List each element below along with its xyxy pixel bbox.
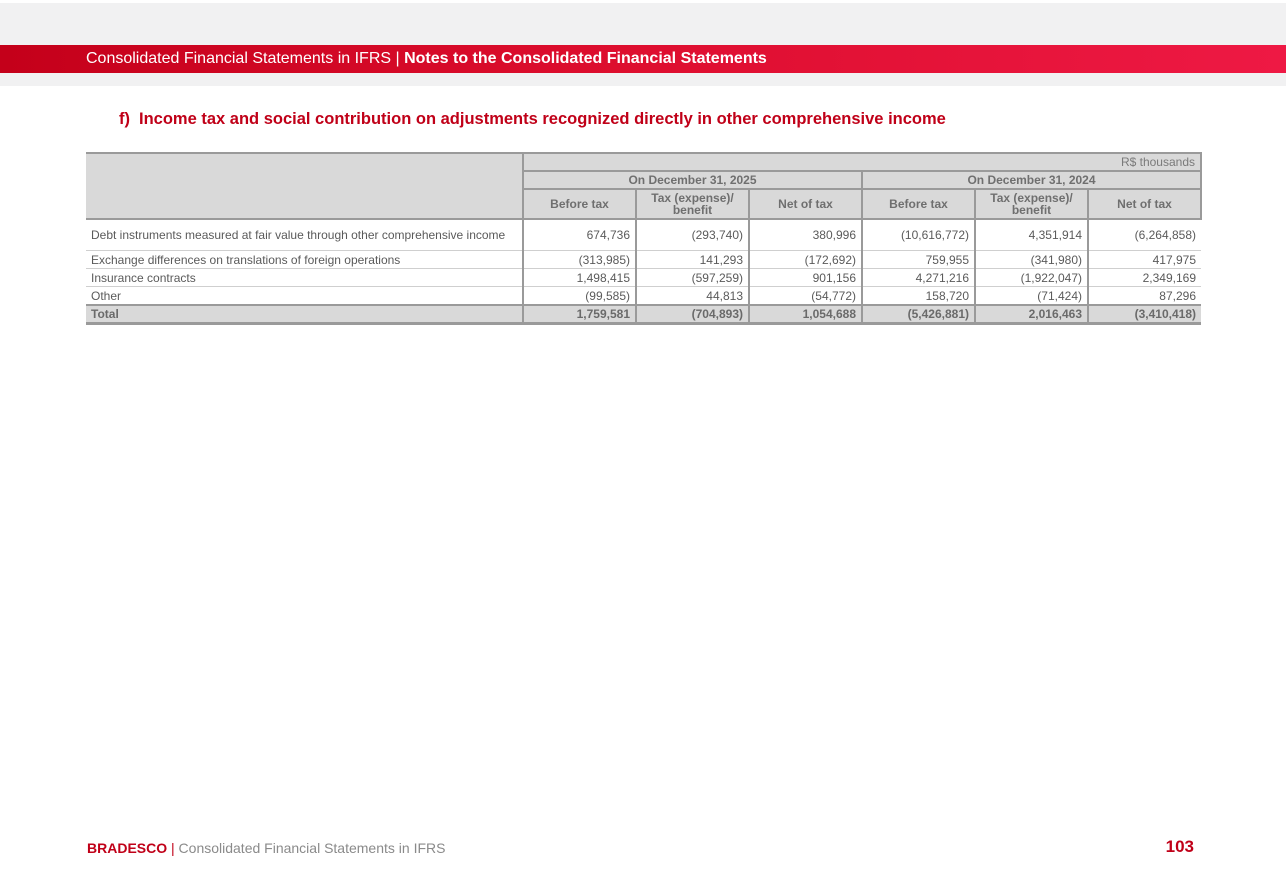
cell-value: 4,351,914: [975, 219, 1088, 251]
column-header: Net of tax: [1088, 189, 1201, 219]
unit-label: R$ thousands: [523, 153, 1201, 171]
total-value: (3,410,418): [1088, 305, 1201, 324]
table-row: [86, 251, 1201, 269]
cell-value: 417,975: [1088, 251, 1201, 269]
total-value: (5,426,881): [862, 305, 975, 324]
cell-value: 2,349,169: [1088, 269, 1201, 287]
section-title: [119, 110, 946, 129]
cell-value: (313,985): [523, 251, 636, 269]
cell-value: (597,259): [636, 269, 749, 287]
column-header: Before tax: [862, 189, 975, 219]
total-value: 2,016,463: [975, 305, 1088, 324]
footer-text: Consolidated Financial Statements in IFRS: [178, 840, 446, 856]
cell-value: 1,498,415: [523, 269, 636, 287]
total-label: Total: [86, 305, 523, 324]
total-value: 1,054,688: [749, 305, 862, 324]
row-label: Exchange differences on translations of foreign operations: [86, 251, 523, 269]
period-header-2025: On December 31, 2025: [523, 171, 862, 189]
cell-value: (10,616,772): [862, 219, 975, 251]
cell-value: 141,293: [636, 251, 749, 269]
total-row: [86, 305, 1201, 324]
table-row: [86, 269, 1201, 287]
row-label: Insurance contracts: [86, 269, 523, 287]
footer: [87, 840, 445, 856]
cell-value: 44,813: [636, 287, 749, 306]
cell-value: (71,424): [975, 287, 1088, 306]
column-header: Net of tax: [749, 189, 862, 219]
cell-value: (54,772): [749, 287, 862, 306]
footer-separator: |: [167, 840, 179, 856]
cell-value: 4,271,216: [862, 269, 975, 287]
total-value: 1,759,581: [523, 305, 636, 324]
cell-value: 901,156: [749, 269, 862, 287]
section-title-text: Income tax and social contribution on adjustments recognized directly in other comprehensive income: [139, 110, 946, 128]
column-header: Tax (expense)/ benefit: [975, 189, 1088, 219]
cell-value: 87,296: [1088, 287, 1201, 306]
total-value: (704,893): [636, 305, 749, 324]
cell-value: 158,720: [862, 287, 975, 306]
row-label: Debt instruments measured at fair value through other comprehensive income: [86, 219, 523, 251]
column-header: Before tax: [523, 189, 636, 219]
section-letter: f): [119, 110, 130, 128]
cell-value: (341,980): [975, 251, 1088, 269]
row-label: Other: [86, 287, 523, 306]
table-row: [86, 287, 1201, 306]
cell-value: (6,264,858): [1088, 219, 1201, 251]
cell-value: (172,692): [749, 251, 862, 269]
cell-value: 380,996: [749, 219, 862, 251]
table-corner: [86, 153, 523, 219]
table-row: [86, 219, 1201, 251]
period-header-2024: On December 31, 2024: [862, 171, 1201, 189]
income-tax-oci-table: [86, 152, 1202, 325]
cell-value: (99,585): [523, 287, 636, 306]
cell-value: 674,736: [523, 219, 636, 251]
column-header: Tax (expense)/ benefit: [636, 189, 749, 219]
header-section: Notes to the Consolidated Financial Statements: [404, 50, 767, 67]
footer-brand: BRADESCO: [87, 840, 168, 856]
page-number: 103: [1165, 837, 1194, 856]
cell-value: (293,740): [636, 219, 749, 251]
cell-value: 759,955: [862, 251, 975, 269]
header-prefix: Consolidated Financial Statements in IFRS: [86, 50, 392, 67]
header-separator: |: [391, 50, 405, 67]
cell-value: (1,922,047): [975, 269, 1088, 287]
header-bar: [0, 45, 1286, 73]
